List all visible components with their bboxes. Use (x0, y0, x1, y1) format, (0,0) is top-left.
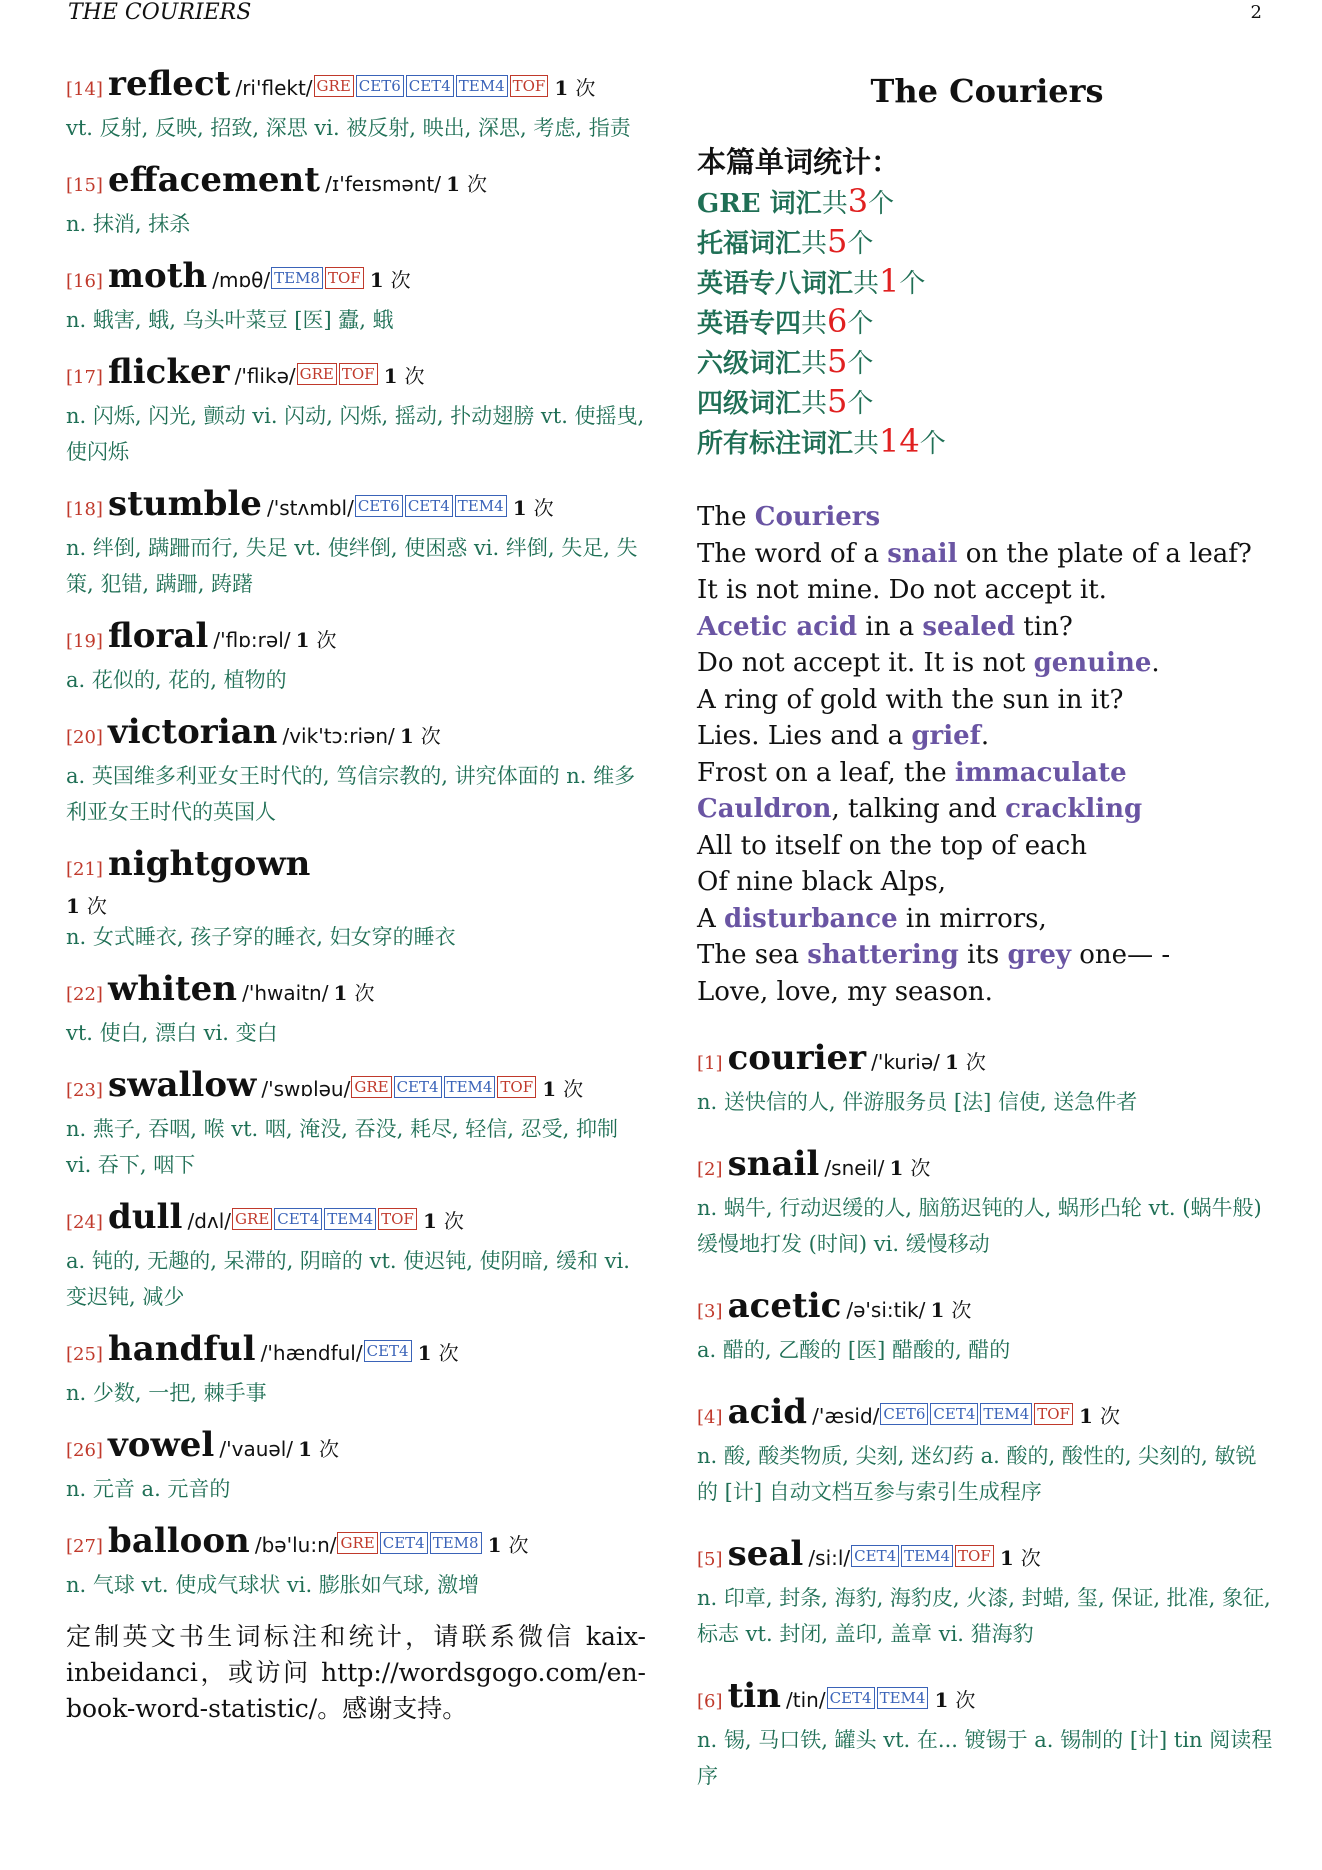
poem-line: The sea shattering its grey one— - (697, 940, 1171, 970)
entry-definition: a. 醋的, 乙酸的 [医] 醋酸的, 醋的 (697, 1338, 1011, 1362)
exam-tag: CET4 (405, 495, 453, 517)
vocab-list-left (66, 64, 646, 1603)
right-column (697, 64, 1277, 1818)
entry-phonetic: /dʌl/ (187, 1209, 232, 1233)
stat-unit: 个 (899, 269, 926, 299)
entry-head (697, 1144, 1277, 1190)
entry-definition: n. 锡, 马口铁, 罐头 vt. 在... 镀锡于 a. 锡制的 [计] tin 阅读程序 (697, 1728, 1273, 1788)
entry-count: 1 次 (930, 1298, 972, 1322)
exam-tag: TEM4 (980, 1403, 1032, 1425)
entry-word: dull (108, 1197, 183, 1237)
entry-phonetic: /'kuriə/ (871, 1050, 940, 1074)
entry-definition: n. 闪烁, 闪光, 颤动 vi. 闪动, 闪烁, 摇动, 扑动翅膀 vt. 使摇曳, 使闪烁 (66, 404, 645, 464)
stat-row (697, 303, 1277, 343)
count-unit: 次 (910, 1156, 931, 1180)
entry-head (697, 1534, 1277, 1580)
vocab-entry (697, 1144, 1277, 1262)
exam-tag: TEM4 (455, 495, 507, 517)
stat-row (697, 383, 1277, 423)
entry-index: [19] (66, 631, 103, 652)
exam-tag: CET4 (930, 1403, 978, 1425)
highlighted-word: Acetic acid (697, 611, 858, 642)
poem-line: Do not accept it. It is not genuine. (697, 648, 1160, 678)
entry-head (697, 1676, 1277, 1722)
entry-index: [17] (66, 367, 103, 388)
stat-row (697, 183, 1277, 223)
entry-index: [24] (66, 1212, 103, 1233)
article-title: The Couriers (870, 72, 1104, 110)
vocab-entry (66, 256, 646, 338)
stat-unit: 个 (847, 389, 874, 419)
exam-tag: TEM8 (430, 1532, 482, 1554)
entry-count: 1 次 (542, 1077, 584, 1101)
entry-head (66, 616, 646, 662)
stat-number: 5 (827, 342, 848, 380)
entry-head (697, 1392, 1277, 1438)
poem-line: The word of a snail on the plate of a leaf? (697, 538, 1252, 569)
highlighted-word: sealed (922, 611, 1016, 642)
stat-number: 5 (827, 382, 848, 420)
entry-word: stumble (108, 484, 262, 524)
stat-label: GRE 词汇 (697, 189, 822, 219)
exam-tag: GRE (232, 1208, 272, 1230)
stat-prefix: 共 (801, 309, 828, 339)
highlighted-word: Couriers (754, 502, 881, 532)
exam-tag: CET4 (394, 1076, 442, 1098)
entry-head (697, 1038, 1277, 1084)
entry-word: floral (108, 616, 209, 656)
entry-head (66, 1065, 646, 1111)
entry-head (66, 969, 646, 1015)
exam-tag: CET4 (406, 75, 454, 97)
entry-head (66, 1425, 646, 1471)
entry-index: [15] (66, 175, 103, 196)
exam-tag: GRE (297, 363, 337, 385)
poem-line: Of nine black Alps, (697, 867, 947, 897)
entry-definition: n. 抹消, 抹杀 (66, 212, 191, 236)
entry-count: 1 次 (333, 981, 375, 1005)
exam-tag: GRE (351, 1076, 391, 1098)
entry-count: 1 次 (417, 1341, 459, 1365)
entry-definition: n. 印章, 封条, 海豹, 海豹皮, 火漆, 封蜡, 玺, 保证, 批准, 象征, 标志 vt. 封闭, 盖印, 盖章 vi. 猎海豹 (697, 1586, 1271, 1646)
entry-index: [27] (66, 1536, 103, 1557)
entry-definition: n. 蜗牛, 行动迟缓的人, 脑筋迟钝的人, 蜗形凸轮 vt. (蜗牛般) 缓慢地打发 (时间) vi. 缓慢移动 (697, 1196, 1262, 1256)
entry-count: 1 次 (446, 172, 487, 196)
vocab-entry (66, 1197, 646, 1315)
entry-phonetic: /sneil/ (824, 1156, 885, 1180)
vocab-entry (66, 1065, 646, 1183)
count-unit: 次 (438, 1341, 459, 1365)
count-unit: 次 (1099, 1404, 1120, 1428)
count-unit: 次 (466, 172, 487, 196)
entry-index: [26] (66, 1440, 103, 1461)
exam-tag: CET6 (356, 75, 404, 97)
entry-word: effacement (108, 160, 320, 200)
count-unit: 次 (533, 496, 554, 520)
poem-line: A ring of gold with the sun in it? (697, 684, 1124, 715)
exam-tag: TOF (497, 1076, 536, 1098)
exam-tag: CET6 (355, 495, 403, 517)
count-unit: 次 (354, 981, 375, 1005)
highlighted-word: genuine (1033, 648, 1152, 678)
count-unit: 次 (86, 894, 107, 918)
stat-prefix: 共 (853, 269, 880, 299)
exam-tag: CET4 (380, 1532, 428, 1554)
vocab-entry (66, 1329, 646, 1411)
exam-tag: CET4 (364, 1340, 412, 1362)
stat-unit: 个 (847, 229, 874, 259)
stat-number: 1 (879, 262, 900, 300)
stat-prefix: 共 (801, 229, 828, 259)
exam-tag: TOF (955, 1545, 994, 1567)
entry-word: swallow (108, 1065, 257, 1105)
stat-number: 6 (827, 302, 848, 340)
count-unit: 次 (563, 1077, 584, 1101)
entry-count: 1 次 (944, 1050, 986, 1074)
exam-tag: TEM4 (901, 1545, 953, 1567)
stat-label: 托福词汇 (697, 229, 802, 259)
stat-row (697, 223, 1277, 263)
poem-line: Cauldron, talking and crackling (697, 794, 1143, 824)
stat-prefix: 共 (801, 389, 828, 419)
vocab-entry (66, 844, 646, 955)
stat-number: 14 (879, 422, 920, 460)
exam-tag: TOF (378, 1208, 417, 1230)
exam-tag: TOF (325, 267, 364, 289)
entry-count: 1 次 (295, 628, 337, 652)
entry-count: 1 次 (369, 268, 411, 292)
stat-unit: 个 (847, 349, 874, 379)
poem-line: It is not mine. Do not accept it. (697, 575, 1107, 605)
highlighted-word: grief (911, 721, 981, 751)
page-number: 2 (1250, 2, 1262, 23)
highlighted-word: immaculate (954, 757, 1127, 788)
poem-line: All to itself on the top of each (697, 830, 1087, 861)
count-unit: 次 (318, 1437, 339, 1461)
entry-word: whiten (108, 969, 238, 1009)
entry-word: vowel (108, 1425, 215, 1465)
entry-count: 1 次 (1079, 1404, 1120, 1428)
exam-tag: TEM8 (271, 267, 323, 289)
entry-definition: n. 女式睡衣, 孩子穿的睡衣, 妇女穿的睡衣 (66, 925, 456, 949)
stats-heading: 本篇单词统计： (697, 145, 901, 179)
entry-index: [18] (66, 499, 103, 520)
stat-unit: 个 (868, 189, 895, 219)
entry-head (66, 484, 646, 530)
entry-head (66, 844, 646, 890)
entry-phonetic: /ri'flekt/ (235, 76, 313, 100)
exam-tag: TEM4 (324, 1208, 376, 1230)
entry-index: [14] (66, 79, 103, 100)
exam-tag: CET4 (827, 1687, 875, 1709)
entry-word: handful (108, 1329, 256, 1369)
vocab-entry (697, 1392, 1277, 1510)
entry-definition: n. 少数, 一把, 棘手事 (66, 1381, 267, 1405)
entry-phonetic: /'swɒləu/ (261, 1077, 351, 1101)
entry-index: [22] (66, 984, 103, 1005)
entry-phonetic: /'æsid/ (812, 1404, 880, 1428)
exam-tag: TOF (339, 363, 378, 385)
stat-label: 六级词汇 (697, 349, 802, 379)
exam-tag: TEM4 (456, 75, 508, 97)
entry-head (697, 1286, 1277, 1332)
count-unit: 次 (955, 1688, 976, 1712)
entry-definition: a. 英国维多利亚女王时代的, 笃信宗教的, 讲究体面的 n. 维多利亚女王时代的英国人 (66, 764, 636, 824)
entry-definition: n. 送快信的人, 伴游服务员 [法] 信使, 送急件者 (697, 1090, 1138, 1114)
entry-count: 1 次 (383, 364, 425, 388)
vocab-entry (697, 1286, 1277, 1368)
entry-index: [20] (66, 727, 103, 748)
stat-prefix: 共 (853, 429, 880, 459)
stat-unit: 个 (919, 429, 946, 459)
running-header: THE COURIERS (68, 0, 252, 25)
entry-head (66, 160, 646, 206)
vocab-entry (697, 1534, 1277, 1652)
poem-text (697, 499, 1277, 1010)
entry-phonetic: /'vauəl/ (219, 1437, 293, 1461)
word-stats (697, 183, 1277, 463)
poem-line: A disturbance in mirrors, (697, 903, 1047, 934)
vocab-entry (66, 712, 646, 830)
entry-definition: n. 绊倒, 蹒跚而行, 失足 vt. 使绊倒, 使困惑 vi. 绊倒, 失足, 失策, 犯错, 蹒跚, 踌躇 (66, 536, 638, 596)
highlighted-word: grey (1007, 940, 1072, 970)
highlighted-word: shattering (807, 940, 959, 970)
count-unit: 次 (965, 1050, 986, 1074)
vocab-entry (66, 616, 646, 698)
entry-definition: n. 酸, 酸类物质, 尖刻, 迷幻药 a. 酸的, 酸性的, 尖刻的, 敏锐的 [计] 自动文档互参与索引生成程序 (697, 1444, 1257, 1504)
left-column (66, 64, 646, 1727)
vocab-entry (66, 484, 646, 602)
entry-count: 1 次 (66, 894, 107, 918)
stat-label: 所有标注词汇 (697, 429, 854, 459)
poem-line: Acetic acid in a sealed tin? (697, 611, 1073, 642)
entry-index: [4] (697, 1407, 723, 1428)
vocab-entry (66, 1521, 646, 1603)
entry-definition: vt. 反射, 反映, 招致, 深思 vi. 被反射, 映出, 深思, 考虑, 指责 (66, 116, 631, 140)
entry-count: 1 次 (554, 76, 596, 100)
entry-phonetic: /'flɒ:rəl/ (213, 628, 291, 652)
entry-phonetic: /mɒθ/ (212, 268, 271, 292)
entry-head (66, 256, 646, 302)
stat-prefix: 共 (821, 189, 848, 219)
entry-definition: a. 花似的, 花的, 植物的 (66, 668, 287, 692)
exam-tag: TEM4 (877, 1687, 929, 1709)
stat-prefix: 共 (801, 349, 828, 379)
entry-definition: n. 燕子, 吞咽, 喉 vt. 咽, 淹没, 吞没, 耗尽, 轻信, 忍受, 抑制 vi. 吞下, 咽下 (66, 1117, 619, 1177)
entry-word: acid (727, 1392, 808, 1432)
poem-line: Love, love, my season. (697, 976, 993, 1007)
entry-definition: a. 钝的, 无趣的, 呆滞的, 阴暗的 vt. 使迟钝, 使阴暗, 缓和 vi. 变迟钝, 减少 (66, 1249, 630, 1309)
stat-number: 5 (827, 222, 848, 260)
vocab-entry (66, 1425, 646, 1507)
exam-tag: CET4 (274, 1208, 322, 1230)
entry-index: [2] (697, 1159, 723, 1180)
exam-tag: TOF (1034, 1403, 1073, 1425)
entry-index: [23] (66, 1080, 103, 1101)
entry-word: seal (727, 1534, 804, 1574)
vocab-entry (66, 352, 646, 470)
count-unit: 次 (575, 76, 596, 100)
poem-line: Lies. Lies and a grief. (697, 721, 990, 751)
exam-tag: CET6 (880, 1403, 928, 1425)
entry-count: 1 次 (298, 1437, 339, 1461)
entry-phonetic: /si:l/ (808, 1546, 851, 1570)
poem-line: The Couriers (697, 502, 881, 532)
vocab-entry (697, 1676, 1277, 1794)
entry-head (66, 352, 646, 398)
stat-label: 英语专四 (697, 309, 802, 339)
entry-word: balloon (108, 1521, 250, 1561)
exam-tag: TEM4 (444, 1076, 496, 1098)
vocab-entry (66, 64, 646, 146)
entry-word: tin (727, 1676, 781, 1716)
entry-word: snail (727, 1144, 820, 1184)
entry-word: reflect (108, 64, 231, 104)
vocab-entry (66, 160, 646, 242)
vocab-entry (66, 969, 646, 1051)
entry-count: 1 次 (487, 1533, 529, 1557)
entry-count: 1 次 (999, 1546, 1041, 1570)
entry-word: courier (727, 1038, 867, 1078)
entry-word: moth (108, 256, 208, 296)
count-unit: 次 (508, 1533, 529, 1557)
entry-phonetic: /'flikə/ (234, 364, 296, 388)
entry-phonetic: /tin/ (786, 1688, 826, 1712)
entry-definition: n. 蛾害, 蛾, 乌头叶菜豆 [医] 蠹, 蛾 (66, 308, 394, 332)
stat-unit: 个 (847, 309, 874, 339)
stat-row (697, 263, 1277, 303)
entry-count: 1 次 (399, 724, 441, 748)
count-unit: 次 (420, 724, 441, 748)
entry-count: 1 次 (422, 1209, 464, 1233)
entry-head (66, 1329, 646, 1375)
entry-definition: n. 元音 a. 元音的 (66, 1477, 231, 1501)
promo-note: 定制英文书生词标注和统计，请联系微信 kaix-inbeidanci，或访问 http://wordsgogo.com/en-book-word-statistic/。感谢支持。 (66, 1622, 646, 1723)
exam-tag: TOF (510, 75, 549, 97)
entry-index: [21] (66, 859, 103, 880)
entry-head (66, 64, 646, 110)
entry-count: 1 次 (512, 496, 554, 520)
entry-word: victorian (108, 712, 278, 752)
entry-word: acetic (727, 1286, 842, 1326)
entry-phonetic: /'hwaitn/ (242, 981, 329, 1005)
entry-index: [3] (697, 1301, 723, 1322)
entry-index: [1] (697, 1053, 723, 1074)
entry-head (66, 712, 646, 758)
entry-phonetic: /bə'lu:n/ (254, 1533, 337, 1557)
stat-number: 3 (847, 182, 869, 220)
highlighted-word: snail (887, 538, 958, 569)
entry-head (66, 1521, 646, 1567)
entry-phonetic: /'hændful/ (260, 1341, 363, 1365)
exam-tag: GRE (314, 75, 354, 97)
stat-label: 英语专八词汇 (697, 269, 854, 299)
highlighted-word: disturbance (724, 903, 898, 934)
count-unit: 次 (951, 1298, 972, 1322)
stat-row (697, 343, 1277, 383)
entry-phonetic: /'stʌmbl/ (267, 496, 354, 520)
entry-index: [6] (697, 1691, 723, 1712)
vocab-entry (697, 1038, 1277, 1120)
exam-tag: CET4 (851, 1545, 899, 1567)
poem-line: Frost on a leaf, the immaculate (697, 757, 1127, 788)
count-unit: 次 (404, 364, 425, 388)
exam-tag: GRE (337, 1532, 377, 1554)
highlighted-word: crackling (1005, 794, 1143, 824)
entry-definition: n. 气球 vt. 使成气球状 vi. 膨胀如气球, 激增 (66, 1573, 480, 1597)
entry-word: flicker (108, 352, 230, 392)
stat-label: 四级词汇 (697, 389, 802, 419)
count-unit: 次 (443, 1209, 464, 1233)
entry-word: nightgown (108, 844, 311, 884)
entry-index: [25] (66, 1344, 103, 1365)
entry-head (66, 1197, 646, 1243)
entry-phonetic: /vik'tɔ:riən/ (282, 724, 395, 748)
entry-phonetic: /ə'si:tik/ (846, 1298, 926, 1322)
stat-row (697, 423, 1277, 463)
entry-count: 1 次 (889, 1156, 931, 1180)
entry-definition: vt. 使白, 漂白 vi. 变白 (66, 1021, 278, 1045)
entry-phonetic: /ɪ'feɪsmənt/ (325, 172, 441, 196)
highlighted-word: Cauldron (697, 794, 832, 824)
entry-count: 1 次 (934, 1688, 976, 1712)
count-unit: 次 (1020, 1546, 1041, 1570)
count-unit: 次 (316, 628, 337, 652)
vocab-list-right (697, 1038, 1277, 1794)
entry-index: [16] (66, 271, 103, 292)
count-unit: 次 (390, 268, 411, 292)
entry-index: [5] (697, 1549, 723, 1570)
entry-count-line (66, 890, 646, 919)
